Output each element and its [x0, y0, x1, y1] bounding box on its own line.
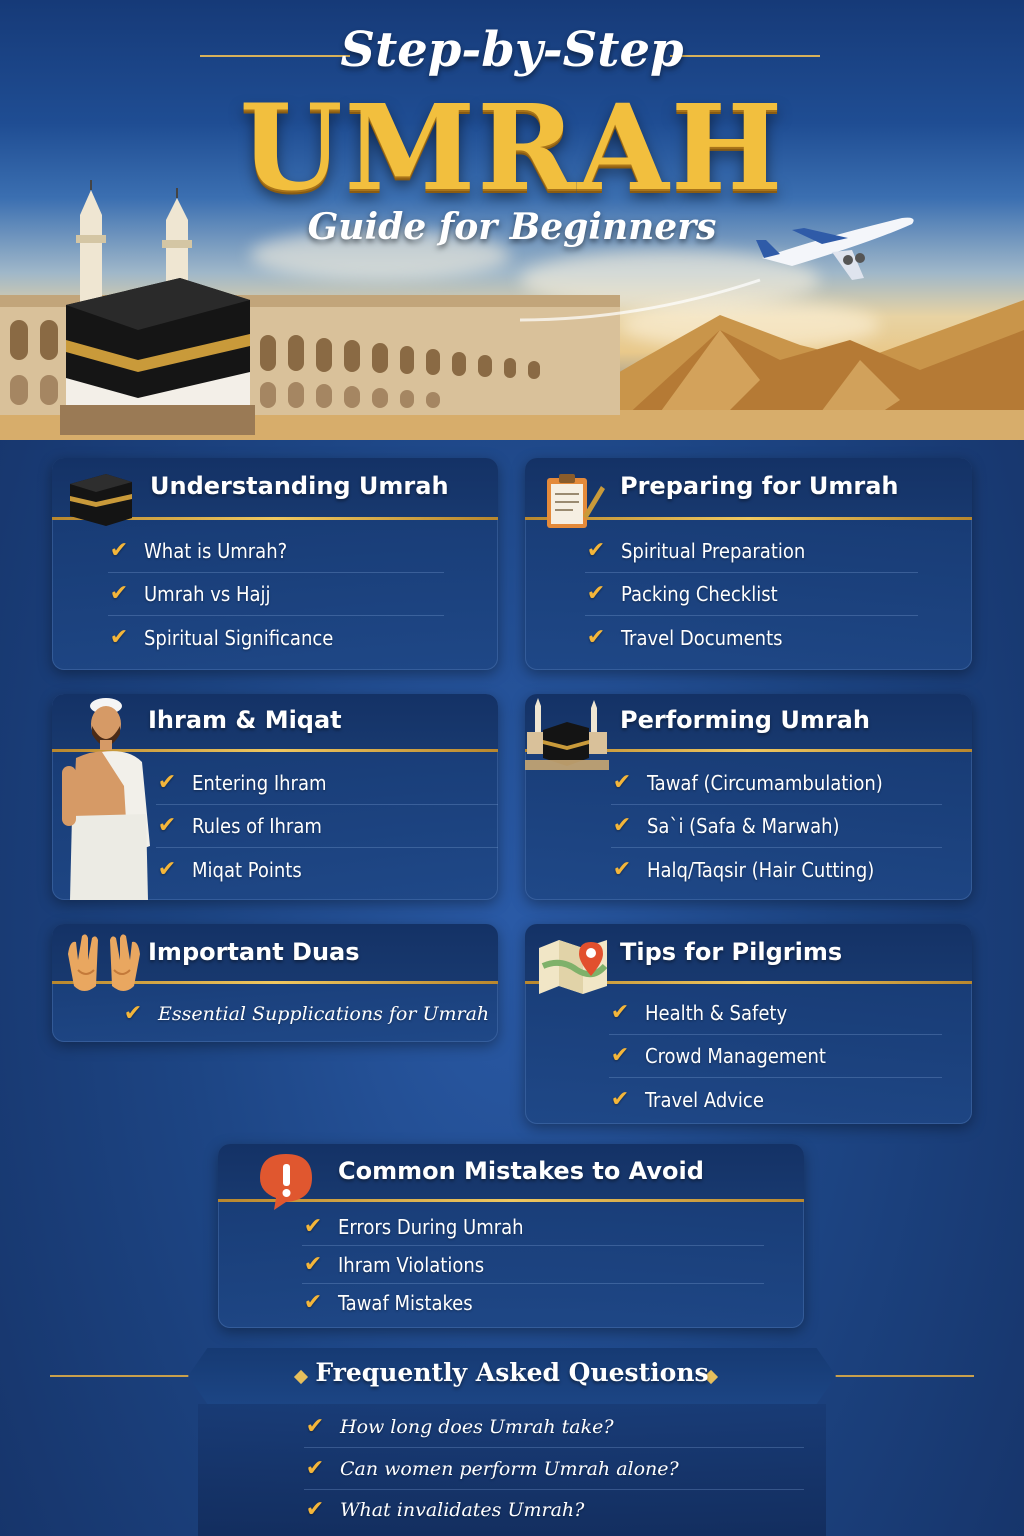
card-title: Ihram & Miqat — [148, 706, 342, 734]
check-icon: ✔ — [305, 1413, 325, 1439]
list-item[interactable]: ✔ Entering Ihram — [156, 762, 498, 805]
airplane-trail — [520, 250, 820, 330]
exclamation-icon — [256, 1150, 322, 1212]
item-list — [52, 530, 498, 659]
list-item[interactable]: ✔ Rules of Ihram — [156, 805, 498, 848]
card-title: Important Duas — [148, 938, 360, 966]
check-icon: ✔ — [612, 856, 632, 882]
check-icon: ✔ — [586, 624, 606, 650]
list-item[interactable]: ✔ Packing Checklist — [585, 573, 918, 616]
check-icon: ✔ — [303, 1213, 323, 1239]
check-icon: ✔ — [157, 856, 177, 882]
section-duas[interactable] — [52, 924, 498, 1042]
list-item[interactable]: ✔ Sa`i (Safa & Marwah) — [611, 805, 942, 848]
check-icon: ✔ — [305, 1497, 325, 1522]
section-performing[interactable] — [525, 694, 972, 900]
list-item[interactable]: ✔ Spiritual Significance — [109, 624, 334, 650]
check-icon: ✔ — [303, 1251, 323, 1277]
item-list — [52, 762, 498, 891]
section-understanding[interactable] — [52, 458, 498, 670]
faq-rule-right — [834, 1375, 974, 1377]
list-item[interactable]: ✔ Travel Advice — [610, 1086, 764, 1112]
faq-list — [304, 1406, 804, 1530]
list-item[interactable]: ✔ Miqat Points — [157, 856, 302, 882]
page-title: UMRAH — [239, 78, 785, 217]
card-title: Preparing for Umrah — [620, 472, 899, 500]
item-list — [525, 762, 972, 891]
check-icon: ✔ — [586, 581, 606, 606]
subtitle-top: Step-by-Step — [340, 22, 684, 78]
check-icon: ✔ — [610, 1000, 630, 1025]
faq-title: Frequently Asked Questions — [315, 1358, 709, 1387]
item-list — [218, 1208, 804, 1322]
section-tips[interactable] — [525, 924, 972, 1124]
subtitle-bottom: Guide for Beginners — [307, 206, 717, 248]
check-icon: ✔ — [109, 538, 129, 563]
list-item[interactable]: ✔ Spiritual Preparation — [585, 530, 918, 573]
check-icon: ✔ — [109, 624, 129, 650]
list-item[interactable]: ✔ Ihram Violations — [302, 1246, 764, 1284]
list-item[interactable]: ✔ Health & Safety — [609, 992, 942, 1035]
header-banner — [0, 0, 1024, 440]
kaaba-icon — [66, 468, 138, 526]
list-item[interactable]: ✔ Travel Documents — [586, 624, 783, 650]
item-list — [52, 992, 498, 1035]
section-ihram[interactable] — [52, 694, 498, 900]
faq-item[interactable]: ✔ Can women perform Umrah alone? — [304, 1448, 804, 1490]
list-item[interactable]: ✔ What is Umrah? — [108, 530, 444, 573]
card-title: Performing Umrah — [620, 706, 870, 734]
check-icon: ✔ — [157, 770, 177, 795]
check-icon: ✔ — [305, 1455, 325, 1481]
item-list — [525, 992, 972, 1121]
map-pin-icon — [537, 936, 613, 996]
check-icon: ✔ — [303, 1290, 323, 1315]
faq-rule-left — [50, 1375, 190, 1377]
list-item[interactable]: ✔ Errors During Umrah — [302, 1208, 764, 1246]
check-icon: ✔ — [123, 1000, 143, 1026]
item-list — [525, 530, 972, 659]
section-preparing[interactable] — [525, 458, 972, 670]
faq-item[interactable]: ✔ What invalidates Umrah? — [305, 1497, 585, 1522]
check-icon: ✔ — [612, 813, 632, 838]
check-icon: ✔ — [586, 538, 606, 563]
check-icon: ✔ — [612, 770, 632, 795]
list-item[interactable]: ✔ Halq/Taqsir (Hair Cutting) — [612, 856, 875, 882]
clipboard-icon — [543, 472, 607, 532]
card-title: Tips for Pilgrims — [620, 938, 843, 966]
list-item[interactable]: ✔ Tawaf Mistakes — [303, 1290, 473, 1315]
card-title: Common Mistakes to Avoid — [338, 1157, 704, 1185]
check-icon: ✔ — [157, 813, 177, 838]
check-icon: ✔ — [109, 581, 129, 606]
faq-item[interactable]: ✔ How long does Umrah take? — [304, 1406, 804, 1448]
praying-hands-icon — [64, 930, 144, 998]
check-icon: ✔ — [610, 1086, 630, 1112]
list-item[interactable]: ✔ Tawaf (Circumambulation) — [611, 762, 942, 805]
list-item[interactable]: ✔ Essential Supplications for Umrah — [123, 1000, 490, 1026]
check-icon: ✔ — [610, 1043, 630, 1068]
list-item[interactable]: ✔ Umrah vs Hajj — [108, 573, 444, 616]
list-item[interactable]: ✔ Crowd Management — [609, 1035, 942, 1078]
section-mistakes[interactable] — [218, 1144, 804, 1328]
card-title: Understanding Umrah — [150, 472, 449, 500]
